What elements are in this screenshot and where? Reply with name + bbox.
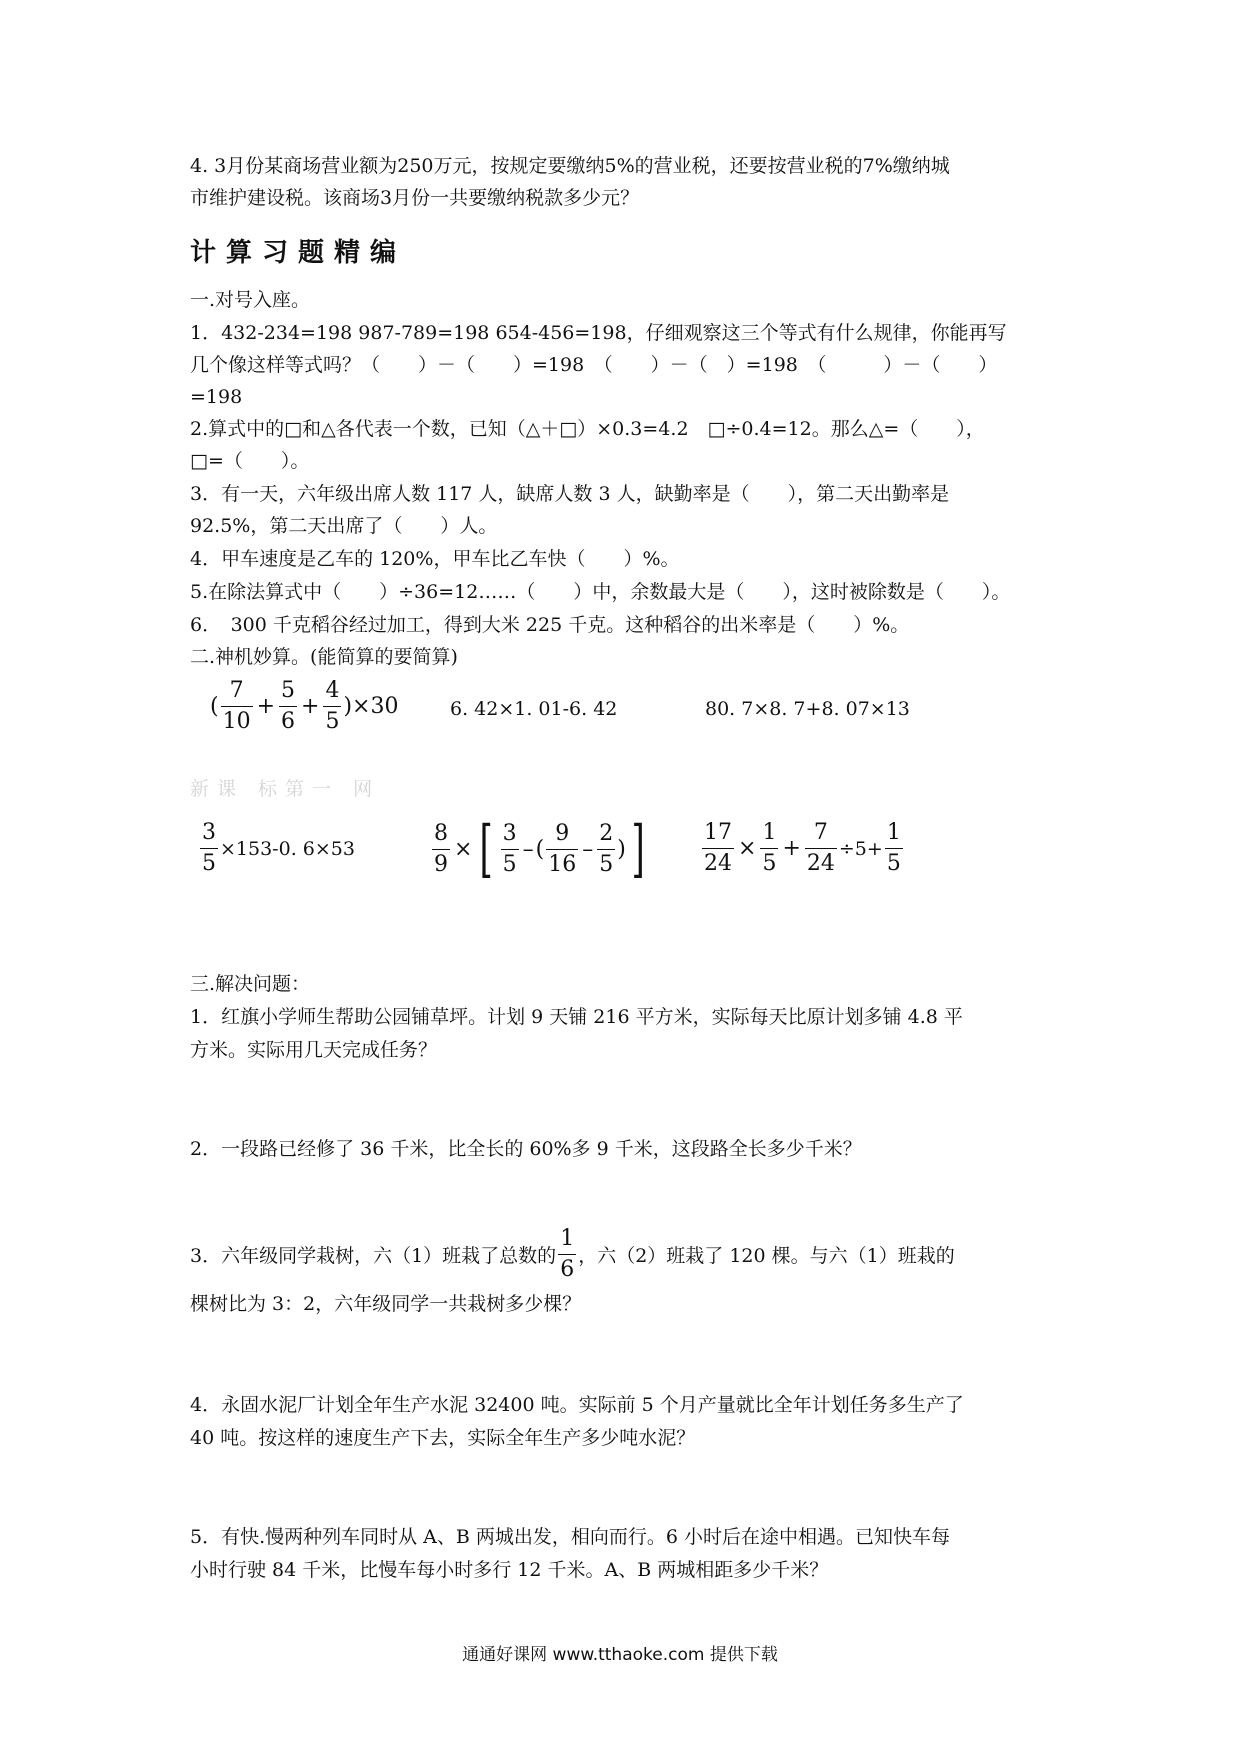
prev-question-line-2: 市维护建设税。该商场3月份一共要缴纳税款多少元？ — [190, 187, 640, 209]
q6-line: 6． 300 千克稻谷经过加工，得到大米 225 千克。这种稻谷的出米率是（ ）%。 — [190, 614, 910, 636]
q3-line-2: 92.5%，第二天出席了（ ）人。 — [190, 515, 498, 537]
fraction: $\frac{17}{24}$ — [702, 818, 734, 879]
q1-line-1: 1．432-234=198 987-789=198 654-456=198，仔细观察这三个等式有什么规律，你能再写 — [190, 322, 1007, 344]
problem-2-line: 2．一段路已经修了 36 千米，比全长的 60%多 9 千米，这段路全长多少千米？ — [190, 1138, 862, 1160]
fraction: $\frac{8}{9}$ — [432, 819, 450, 880]
expression-tail: )×30 — [343, 694, 399, 719]
problem-5-line-2: 小时行驶 84 千米，比慢车每小时多行 12 千米。A、B 两城相距多少千米？ — [190, 1559, 829, 1581]
right-bracket: ] — [631, 812, 645, 885]
section-3-heading: 三.解决问题： — [190, 973, 311, 995]
left-bracket: [ — [479, 812, 494, 885]
fraction: $\frac{2}{5}$ — [597, 819, 615, 880]
fraction: $\frac{1}{5}$ — [885, 818, 903, 879]
problem-4-line-1: 4．永固水泥厂计划全年生产水泥 32400 吨。实际前 5 个月产量就比全年计划任务多生产了 — [190, 1394, 964, 1416]
q2-line-1: 2.算式中的□和△各代表一个数，已知（△＋□）×0.3=4.2 □÷0.4=12。那么△=（ ）， — [190, 418, 985, 440]
problem-3-line-2: 棵树比为 3：2，六年级同学一共栽树多少棵？ — [190, 1293, 582, 1315]
q1-line-3: =198 — [190, 386, 243, 408]
q2-line-2: □=（ ）。 — [190, 450, 310, 472]
left-paren: ( — [210, 694, 219, 719]
section-2-heading: 二.神机妙算。(能简算的要简算) — [190, 646, 458, 668]
fraction: $\frac{9}{16}$ — [546, 819, 578, 880]
problem-1-line-1: 1．红旗小学师生帮助公园铺草坪。计划 9 天铺 216 平方米，实际每天比原计划多铺 4.8 平 — [190, 1006, 963, 1028]
q5-line: 5.在除法算式中（ ）÷36=12……（ ）中，余数最大是（ ），这时被除数是（ ）。 — [190, 581, 1011, 603]
problem-1-line-2: 方米。实际用几天完成任务？ — [190, 1039, 438, 1061]
fraction: $\frac{1}{5}$ — [760, 818, 778, 879]
fraction: $\frac{3}{5}$ — [501, 819, 519, 880]
fraction: $\frac{4}{5}$ — [323, 676, 341, 737]
fraction: $\frac{7}{24}$ — [805, 818, 837, 879]
fraction: $\frac{5}{6}$ — [279, 676, 297, 737]
expression-4: $\frac{3}{5}$ ×153-0. 6×53 — [198, 818, 355, 879]
fraction: $\frac{3}{5}$ — [200, 818, 218, 879]
expression-5: $\frac{8}{9}$ × [ $\frac{3}{5}$ – ( $\frac{9}{16}$ – $\frac{2}{5}$ ) ] — [434, 812, 645, 885]
fraction: $\frac{7}{10}$ — [221, 676, 253, 737]
fraction-one-sixth: $\frac{1}{6}$ — [558, 1224, 576, 1285]
expression-2: 6. 42×1. 01-6. 42 — [450, 698, 618, 720]
page-title: 计算习题精编 — [190, 238, 407, 268]
footer-credit: 通通好课网 www.tthaoke.com 提供下载 — [462, 1645, 778, 1665]
prev-question-line-1: 4. 3月份某商场营业额为250万元，按规定要缴纳5%的营业税，还要按营业税的7%缴纳城 — [190, 155, 950, 177]
problem-4-line-2: 40 吨。按这样的速度生产下去，实际全年生产多少吨水泥？ — [190, 1427, 696, 1449]
expression-6: $\frac{17}{24}$ × $\frac{1}{5}$ + $\frac{7}{24}$ ÷5+ $\frac{1}{5}$ — [700, 818, 905, 879]
problem-3-line-1: 3．六年级同学栽树，六（1）班栽了总数的 $\frac{1}{6}$ ，六（2）班栽了 120 棵。与六（1）班栽的 — [190, 1224, 955, 1285]
watermark-text: 新课 标第一 网 — [190, 778, 381, 800]
q4-line: 4．甲车速度是乙车的 120%，甲车比乙车快（ ）%。 — [190, 548, 680, 570]
q1-line-2: 几个像这样等式吗？（ ）－（ ）=198 （ ）－（ ）=198 （ ）－（ ） — [190, 354, 998, 376]
expression-3: 80. 7×8. 7+8. 07×13 — [705, 698, 910, 720]
section-1-heading: 一.对号入座。 — [190, 289, 311, 311]
expression-1: ( $\frac{7}{10}$ + $\frac{5}{6}$ + $\frac{4}{5}$ )×30 — [210, 676, 398, 737]
problem-5-line-1: 5．有快.慢两种列车同时从 A、B 两城出发，相向而行。6 小时后在途中相遇。已知快车每 — [190, 1526, 951, 1548]
q3-line-1: 3．有一天，六年级出席人数 117 人，缺席人数 3 人，缺勤率是（ ），第二天出勤率是 — [190, 483, 950, 505]
